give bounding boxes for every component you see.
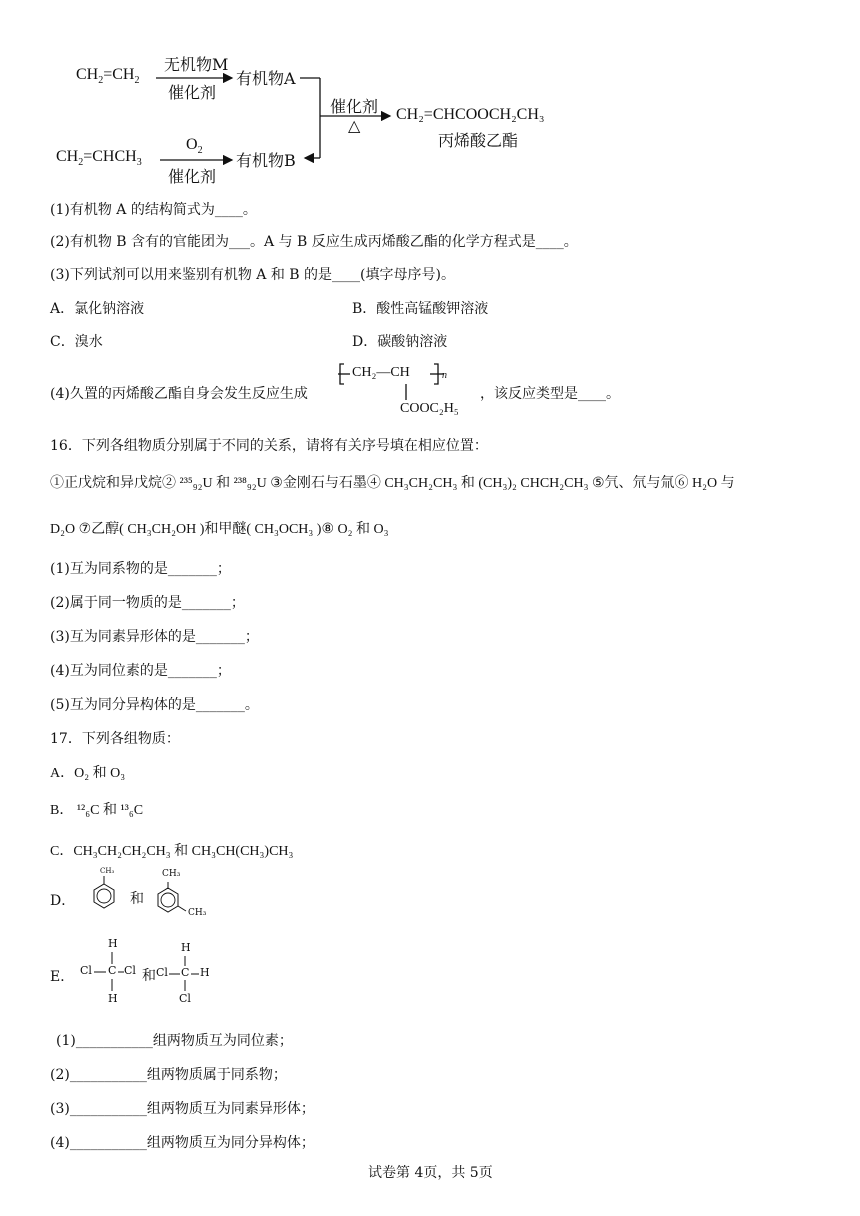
e1-cl-left: Cl [80,964,92,977]
q17-option-c: C．CH₃CH₂CH₂CH₃ 和 CH₃CH(CH₃)CH₃ [50,844,294,859]
q17-option-d-and: 和 [130,891,144,907]
polymer-n: n [442,370,447,381]
q15-part2: (2)有机物 B 含有的官能团为___。A 与 B 反应生成丙烯酸乙酯的化学方程式是____。 [50,234,578,250]
q16-items-line1: ①正戊烷和异戊烷② ²³⁵₉₂U 和 ²³⁸₉₂U ③金刚石与石墨④ CH₃CH₂CH₃ 和 (CH₃)₂ CHCH₂CH₃ ⑤氕、氘与氚⑥ H₂O 与 [50,476,735,491]
arrow1-bottom-label: 催化剂 [168,83,217,102]
q16-answer3: (3)互为同素异形体的是_______； [50,629,259,645]
xylene-ch3-top-label: CH₃ [162,869,181,879]
heat-symbol: △ [348,116,361,135]
polymer-side-group: COOC₂H₅ [400,401,459,416]
arrow2-top-label: $O_2$ [186,136,203,157]
e1-c-center: C [108,964,117,977]
q17-option-d-label: D． [50,893,76,909]
ethylene-formula: $CH_2=CH_2$ [76,66,140,87]
q17-option-e-and: 和 [142,968,156,984]
e2-c-center: C [181,966,190,979]
final-product-name: 丙烯酸乙酯 [438,131,519,150]
arrow2-bottom-label: 催化剂 [168,167,217,186]
toluene-ch3-label: CH₃ [100,867,115,875]
q16-answer1: (1)互为同系物的是_______； [50,561,231,577]
q16-answer4: (4)互为同位素的是_______； [50,663,231,679]
polymer-chain: CH₂—CH [352,365,410,380]
e1-h-bottom: H [108,992,118,1005]
e2-h-right: H [200,966,210,979]
q16-stem: 16．下列各组物质分别属于不同的关系，请将有关序号填在相应位置： [50,438,488,454]
dcm-bonds [0,0,260,1020]
q16-answer2: (2)属于同一物质的是_______； [50,595,245,611]
merge-catalyst-label: 催化剂 [330,97,379,116]
q16-answer5: (5)互为同分异构体的是_______。 [50,697,259,713]
q15-part1: (1)有机物 A 的结构简式为____。 [50,202,257,218]
q17-option-a: A．O₂ 和 O₃ [50,766,126,781]
q17-answer3: (3)___________组两物质互为同素异形体； [50,1101,315,1117]
q15-option-d: D．碳酸钠溶液 [352,334,448,350]
e1-h-top: H [108,937,118,950]
q15-part4-suffix: ，该反应类型是____。 [480,386,620,402]
q17-option-b: B． ¹²₆C 和 ¹³₆C [50,803,144,818]
page-footer: 试卷第 4页，共 5页 [368,1165,493,1181]
q15-option-c: C．溴水 [50,334,103,350]
arrow1-top-label: 无机物M [164,55,229,74]
e2-h-top: H [181,941,191,954]
e1-cl-right: Cl [124,964,136,977]
product-a-label: 有机物A [236,69,296,88]
q17-answer1: (1)___________组两物质互为同位素； [56,1033,293,1049]
xylene-ch3-right-label: CH₃ [188,908,207,918]
e2-cl-bottom: Cl [179,992,191,1005]
product-b-label: 有机物B [236,151,296,170]
propylene-formula: $CH_2=CHCH_3$ [56,148,142,169]
final-product-formula: CH₂=CHCOOCH₂CH₃ [396,106,545,123]
q15-part4-prefix: (4)久置的丙烯酸乙酯自身会发生反应生成 [50,386,308,402]
q17-answer4: (4)___________组两物质互为同分异构体； [50,1135,315,1151]
q16-items-line2: D₂O ⑦乙醇( CH₃CH₂OH )和甲醚( CH₃OCH₃ )⑧ O₂ 和 O₃ [50,522,389,537]
q15-option-b: B．酸性高锰酸钾溶液 [352,301,489,317]
q17-stem: 17．下列各组物质： [50,731,180,747]
q17-answer2: (2)___________组两物质属于同系物； [50,1067,287,1083]
e2-cl-left: Cl [156,966,168,979]
q15-option-a: A．氯化钠溶液 [50,301,145,317]
q17-option-e-label: E． [50,969,75,985]
q15-part3: (3)下列试剂可以用来鉴别有机物 A 和 B 的是____(填字母序号)。 [50,267,455,283]
